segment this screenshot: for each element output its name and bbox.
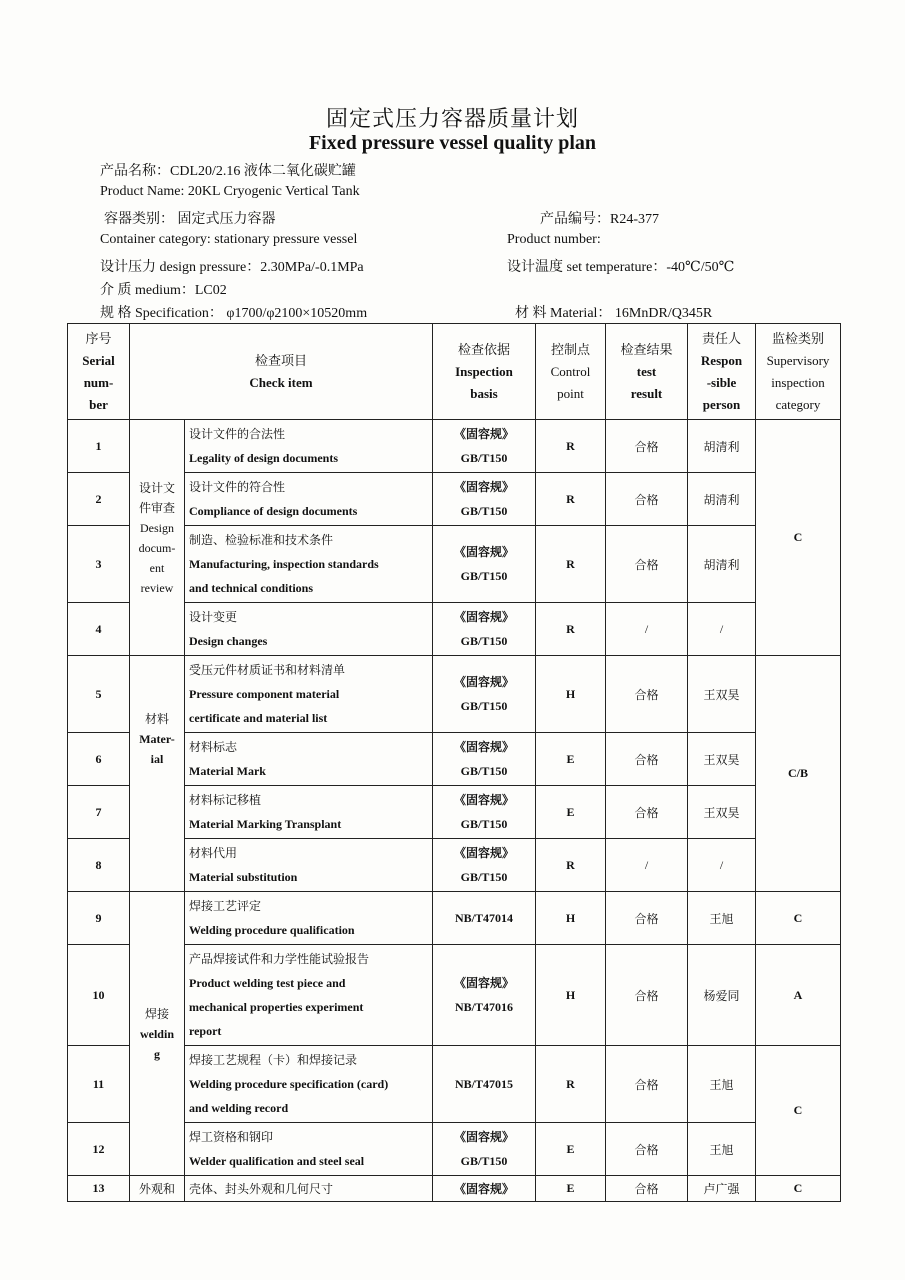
- product-number-en: Product number:: [507, 232, 601, 247]
- header-control-point: 控制点 Control point: [536, 324, 606, 420]
- check-item: 产品焊接试件和力学性能试验报告 Product welding test piece and mechanical properties experiment report: [185, 945, 433, 1046]
- test-result: 合格: [606, 1176, 688, 1202]
- table-row: [68, 1176, 841, 1202]
- group-design-review: 设计文 件审查 Design docum- ent review: [130, 420, 185, 656]
- test-result: 合格: [606, 1123, 688, 1176]
- check-item: 材料标志 Material Mark: [185, 733, 433, 786]
- check-item: 材料代用 Material substitution: [185, 839, 433, 892]
- supervisory-category: C: [756, 420, 841, 656]
- responsible-person: 杨爱同: [688, 945, 756, 1046]
- group-welding: 焊接 weldin g: [130, 892, 185, 1176]
- check-item: 焊接工艺评定 Welding procedure qualification: [185, 892, 433, 945]
- header-check-item: 检查项目 Check item: [130, 324, 433, 420]
- inspection-basis: 《固容规》 GB/T150: [433, 526, 536, 603]
- test-result: /: [606, 603, 688, 656]
- check-item: 设计变更 Design changes: [185, 603, 433, 656]
- responsible-person: 胡清利: [688, 473, 756, 526]
- supervisory-category: C: [756, 892, 841, 945]
- inspection-basis: 《固容规》 GB/T150: [433, 1123, 536, 1176]
- control-point: H: [536, 945, 606, 1046]
- group-material: 材料 Mater- ial: [130, 656, 185, 892]
- control-point: R: [536, 473, 606, 526]
- test-result: /: [606, 839, 688, 892]
- inspection-basis: NB/T47015: [433, 1046, 536, 1123]
- test-result: 合格: [606, 420, 688, 473]
- inspection-basis: 《固容规》 GB/T150: [433, 733, 536, 786]
- control-point: R: [536, 603, 606, 656]
- check-item: 制造、检验标准和技术条件 Manufacturing, inspection standards and technical conditions: [185, 526, 433, 603]
- container-category-en: Container category: stationary pressure vessel: [100, 232, 358, 247]
- test-result: 合格: [606, 473, 688, 526]
- inspection-basis: 《固容规》 GB/T150: [433, 603, 536, 656]
- product-number-cn: 产品编号：R24-377: [540, 212, 659, 227]
- inspection-basis: 《固容规》: [433, 1176, 536, 1202]
- table-row: [68, 420, 841, 473]
- responsible-person: /: [688, 603, 756, 656]
- inspection-basis: 《固容规》 GB/T150: [433, 473, 536, 526]
- supervisory-category: C: [756, 1176, 841, 1202]
- serial-number: 12: [68, 1123, 130, 1176]
- serial-number: 13: [68, 1176, 130, 1202]
- serial-number: 5: [68, 656, 130, 733]
- control-point: E: [536, 786, 606, 839]
- header-test-result: 检查结果 test result: [606, 324, 688, 420]
- product-name-en: Product Name: 20KL Cryogenic Vertical Tank: [100, 184, 360, 199]
- check-item: 设计文件的符合性 Compliance of design documents: [185, 473, 433, 526]
- serial-number: 8: [68, 839, 130, 892]
- serial-number: 2: [68, 473, 130, 526]
- design-pressure: 设计压力 design pressure：2.30MPa/-0.1MPa: [100, 260, 364, 275]
- test-result: 合格: [606, 526, 688, 603]
- responsible-person: /: [688, 839, 756, 892]
- serial-number: 9: [68, 892, 130, 945]
- responsible-person: 王旭: [688, 1123, 756, 1176]
- serial-number: 1: [68, 420, 130, 473]
- group-appearance: 外观和: [130, 1176, 185, 1202]
- test-result: 合格: [606, 733, 688, 786]
- document-title-cn: 固定式压力容器质量计划: [325, 107, 579, 132]
- control-point: E: [536, 733, 606, 786]
- check-item: 受压元件材质证书和材料清单 Pressure component material certificate and material list: [185, 656, 433, 733]
- responsible-person: 王双昊: [688, 733, 756, 786]
- header-responsible-person: 责任人 Respon -sible person: [688, 324, 756, 420]
- supervisory-category: C/B: [756, 656, 841, 892]
- inspection-basis: 《固容规》 GB/T150: [433, 420, 536, 473]
- header-supervisory-category: 监检类别 Supervisory inspection category: [756, 324, 841, 420]
- test-result: 合格: [606, 945, 688, 1046]
- control-point: E: [536, 1176, 606, 1202]
- control-point: R: [536, 526, 606, 603]
- control-point: R: [536, 1046, 606, 1123]
- inspection-basis: NB/T47014: [433, 892, 536, 945]
- table-row: [68, 656, 841, 733]
- serial-number: 7: [68, 786, 130, 839]
- check-item: 壳体、封头外观和几何尺寸: [185, 1176, 433, 1202]
- header-serial: 序号 Serial num- ber: [68, 324, 130, 420]
- serial-number: 4: [68, 603, 130, 656]
- check-item: 焊接工艺规程（卡）和焊接记录 Welding procedure specification (card) and welding record: [185, 1046, 433, 1123]
- serial-number: 10: [68, 945, 130, 1046]
- check-item: 设计文件的合法性 Legality of design documents: [185, 420, 433, 473]
- check-item: 焊工资格和钢印 Welder qualification and steel seal: [185, 1123, 433, 1176]
- inspection-basis: 《固容规》 GB/T150: [433, 786, 536, 839]
- control-point: H: [536, 892, 606, 945]
- test-result: 合格: [606, 892, 688, 945]
- control-point: R: [536, 839, 606, 892]
- serial-number: 11: [68, 1046, 130, 1123]
- responsible-person: 胡清利: [688, 420, 756, 473]
- control-point: E: [536, 1123, 606, 1176]
- inspection-basis: 《固容规》 GB/T150: [433, 839, 536, 892]
- medium: 介 质 medium：LC02: [100, 283, 227, 298]
- inspection-basis: 《固容规》 NB/T47016: [433, 945, 536, 1046]
- supervisory-category: C: [756, 1046, 841, 1176]
- header-inspection-basis: 检查依据 Inspection basis: [433, 324, 536, 420]
- responsible-person: 卢广强: [688, 1176, 756, 1202]
- test-result: 合格: [606, 656, 688, 733]
- specification: 规 格 Specification： φ1700/φ2100×10520mm: [100, 306, 368, 321]
- control-point: R: [536, 420, 606, 473]
- inspection-basis: 《固容规》 GB/T150: [433, 656, 536, 733]
- document-title-en: Fixed pressure vessel quality plan: [308, 132, 597, 154]
- test-result: 合格: [606, 786, 688, 839]
- check-item: 材料标记移植 Material Marking Transplant: [185, 786, 433, 839]
- table-row: [68, 892, 841, 945]
- serial-number: 3: [68, 526, 130, 603]
- responsible-person: 王双昊: [688, 786, 756, 839]
- table-header-row: [68, 324, 841, 420]
- container-category-cn: 容器类别： 固定式压力容器: [104, 212, 276, 227]
- responsible-person: 王双昊: [688, 656, 756, 733]
- product-name-cn: 产品名称：CDL20/2.16 液体二氧化碳贮罐: [100, 164, 356, 179]
- material: 材 料 Material： 16MnDR/Q345R: [515, 306, 713, 321]
- quality-plan-table: [67, 323, 841, 1202]
- control-point: H: [536, 656, 606, 733]
- design-temperature: 设计温度 set temperature：-40℃/50℃: [507, 260, 735, 275]
- test-result: 合格: [606, 1046, 688, 1123]
- serial-number: 6: [68, 733, 130, 786]
- responsible-person: 王旭: [688, 1046, 756, 1123]
- responsible-person: 胡清利: [688, 526, 756, 603]
- responsible-person: 王旭: [688, 892, 756, 945]
- supervisory-category: A: [756, 945, 841, 1046]
